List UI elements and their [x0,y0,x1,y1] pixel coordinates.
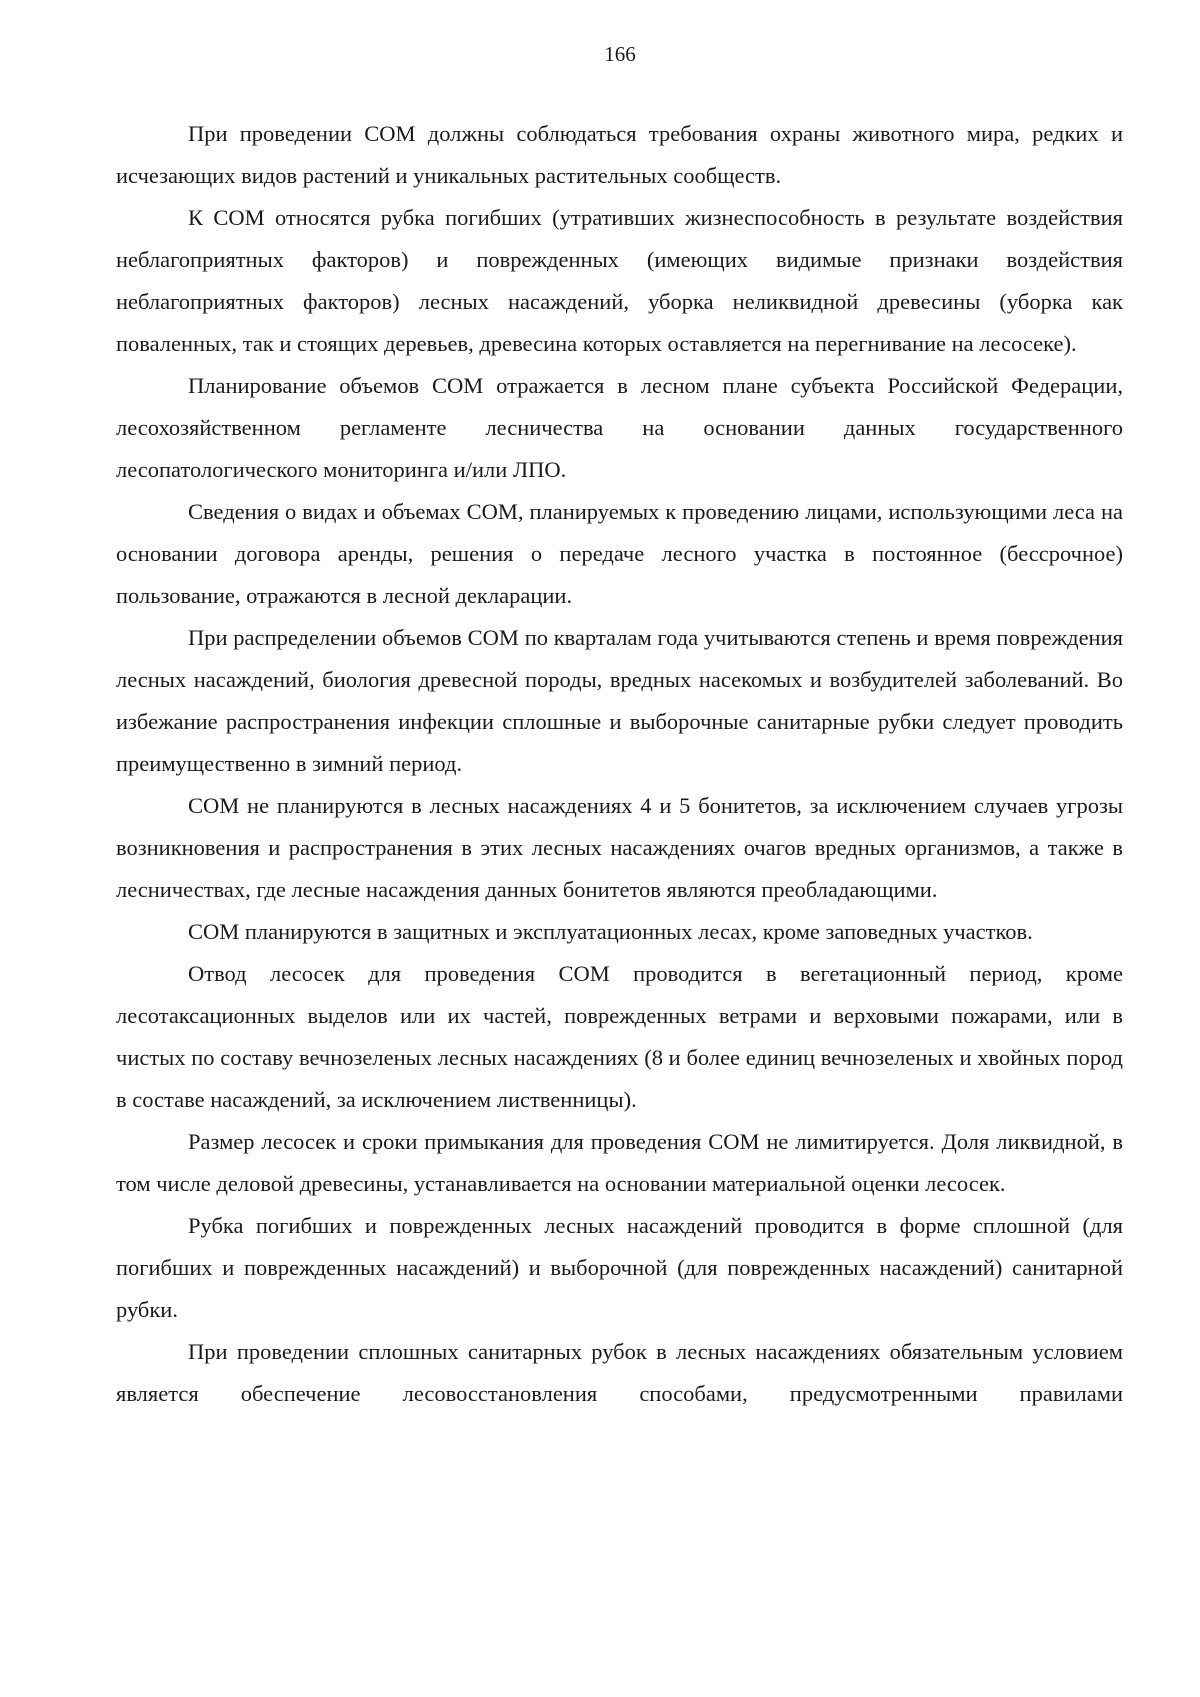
paragraph-5: При распределении объемов СОМ по кварталам года учитываются степень и время повреждения лесных насаждений, биология древесной породы, вредных насекомых и возбудителей заболеваний. Во избежание распространения инфекции сплошные и выборочные санитарные рубки следует проводить преимущественно в зимний период. [116,625,1123,776]
paragraph-6: СОМ не планируются в лесных насаждениях 4 и 5 бонитетов, за исключением случаев угрозы возникновения и распространения в этих лесных насаждениях очагов вредных организмов, а также в лесничествах, где лесные насаждения данных бонитетов являются преобладающими. [116,793,1123,902]
paragraph-8: Отвод лесосек для проведения СОМ проводится в вегетационный период, кроме лесотаксационных выделов или их частей, поврежденных ветрами и верховыми пожарами, или в чистых по составу вечнозеленых лесных насаждениях (8 и более единиц вечнозеленых и хвойных пород в составе насаждений, за исключением лиственницы). [116,961,1123,1112]
paragraph-10: Рубка погибших и поврежденных лесных насаждений проводится в форме сплошной (для погибших и поврежденных насаждений) и выборочной (для поврежденных насаждений) санитарной рубки. [116,1213,1123,1322]
paragraph-9: Размер лесосек и сроки примыкания для проведения СОМ не лимитируется. Доля ликвидной, в том числе деловой древесины, устанавливается на основании материальной оценки лесосек. [116,1129,1123,1196]
paragraph-3: Планирование объемов СОМ отражается в лесном плане субъекта Российской Федерации, лесохозяйственном регламенте лесничества на основании данных государственного лесопатологического мониторинга и/или ЛПО. [116,373,1123,482]
page-number: 166 [604,42,636,66]
paragraph-1: При проведении СОМ должны соблюдаться требования охраны животного мира, редких и исчезающих видов растений и уникальных растительных сообществ. [116,121,1123,188]
paragraph-2: К СОМ относятся рубка погибших (утративших жизнеспособность в результате воздействия неблагоприятных факторов) и поврежденных (имеющих видимые признаки воздействия неблагоприятных факторов) лесных насаждений, уборка неликвидной древесины (уборка как поваленных, так и стоящих деревьев, древесина которых оставляется на перегнивание на лесосеке). [116,205,1123,356]
paragraph-7: СОМ планируются в защитных и эксплуатационных лесах, кроме заповедных участков. [188,919,1033,944]
text-body [116,113,1123,1415]
paragraph-4: Сведения о видах и объемах СОМ, планируемых к проведению лицами, использующими леса на основании договора аренды, решения о передаче лесного участка в постоянное (бессрочное) пользование, отражаются в лесной декларации. [116,499,1123,608]
paragraph-11: При проведении сплошных санитарных рубок в лесных насаждениях обязательным условием является обеспечение лесовосстановления способами, предусмотренными правилами [116,1339,1123,1406]
